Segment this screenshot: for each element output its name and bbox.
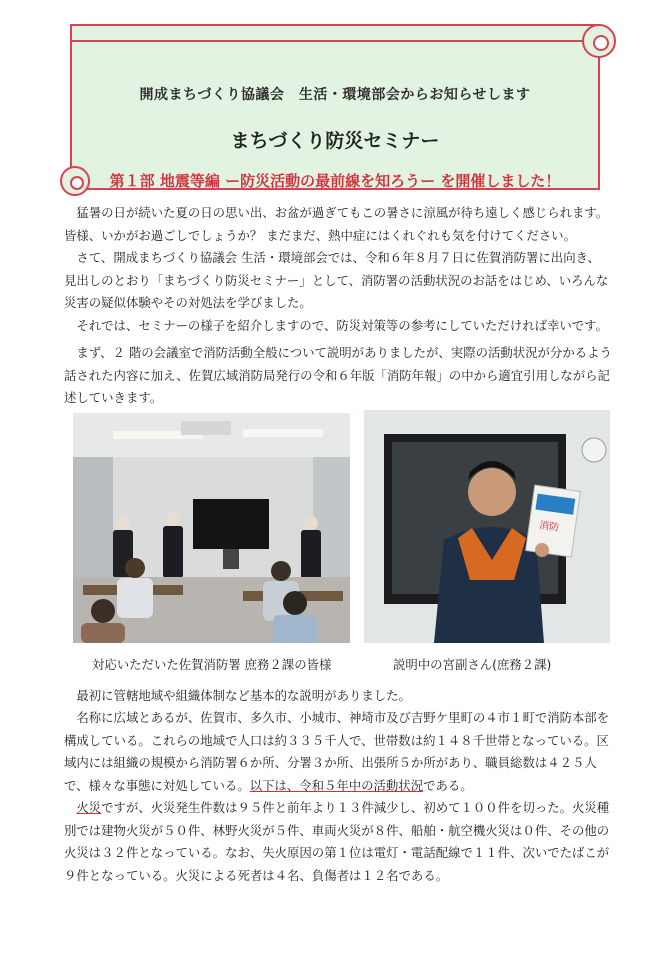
fire-paragraph [64, 797, 612, 887]
banner-title: まちづくり防災セミナー [230, 130, 440, 152]
intro-paragraph-3: それでは、セミナーの様子を紹介しますので、防災対策等の参考にしていただければ幸いです。 [64, 318, 608, 333]
overview-paragraph-2 [64, 707, 612, 797]
explanation-paragraph: まず、２ 階の会議室で消防活動全般について説明がありましたが、実際の活動状況が分かるよう話された内容に加え、佐賀広域消防局発行の令和６年版「消防年報」の中から適宜引用しながら記述していきます。 [64, 345, 612, 405]
presenter-photo [364, 410, 610, 643]
scroll-curl-icon [60, 166, 90, 196]
left-photo-caption: 対応いただいた佐賀消防署 庶務２課の皆様 [92, 657, 332, 672]
scroll-curl-icon [582, 24, 616, 58]
booklet-label: 消防 [538, 520, 560, 534]
intro-paragraph-2: さて、開成まちづくり協議会 生活・環境部会では、令和６年８月７日に佐賀消防署に出向き、見出しのとおり「まちづくり防災セミナー」として、消防署の活動状況のお話をはじめ、いろんな災害の疑似体験やその対処法を学びました。 [64, 250, 609, 310]
activity-status-underlined: 以下は、令和５年中の活動状況 [249, 777, 424, 793]
overview-tail: である。 [423, 777, 473, 793]
title-banner [60, 18, 616, 196]
intro-paragraph-1: 猛暑の日が続いた夏の日の思い出、お盆が過ぎてもこの暑さに涼風が待ち遠しく感じられます。皆様、いかがお過ごしでしょうか？ まだまだ、熱中症にはくれぐれも気を付けてください。 [64, 205, 609, 243]
meeting-room-photo [73, 413, 350, 643]
right-photo-caption: 説明中の宮副さん(庶務２課) [393, 657, 552, 672]
overview-text: 名称に広域とあるが、佐賀市、多久市、小城市、神埼市及び吉野ケ里町の４市１町で消防本部を構成している。これらの地域で人口は約３３５千人で、世帯数は約１４８千世帯となっている。区域内には組織の規模から消防署６か所、分署３か所、出張所５か所があり、職員総数は４２５人で、様々な事態に対処している。 [64, 710, 610, 793]
fire-underlined: 火災 [76, 800, 102, 815]
banner-subtitle: 第１部 地震等編 ー防災活動の最前線を知ろうー を開催しました！ [109, 172, 561, 190]
banner-organization-line: 開成まちづくり協議会 生活・環境部会からお知らせします [139, 87, 531, 103]
fire-text: ですが、火災発生件数は９５件と前年より１３件減少し、初めて１００件を切った。火災種別では建物火災が５０件、林野火災が５件、車両火災が８件、船舶・航空機火災は０件、その他の火災は３２件となっている。なお、失火原因の第１位は電灯・電話配線で１１件、次いでたばこが９件となっている。火災による死者は４名、負傷者は１２名である。 [64, 800, 610, 883]
overview-paragraph-1: 最初に管轄地域や組織体制など基本的な説明がありました。 [64, 688, 411, 703]
banner-panel [70, 40, 600, 190]
